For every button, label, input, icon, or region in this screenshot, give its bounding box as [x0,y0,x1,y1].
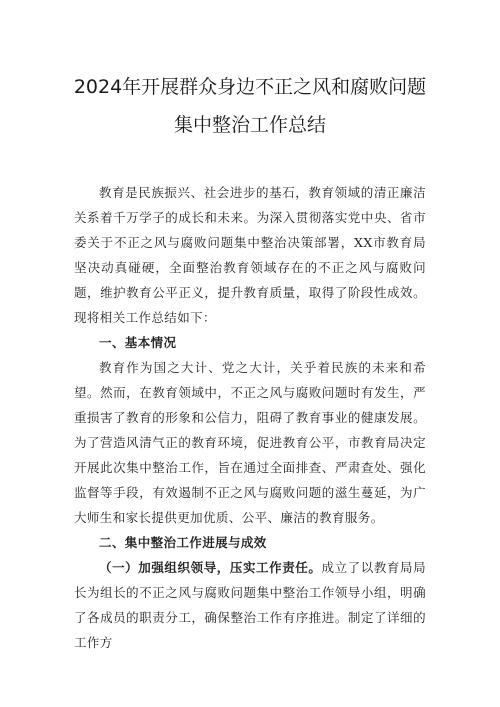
section-1-heading: 一、基本情况 [99,335,177,350]
section-2-heading: 二、集中整治工作进展与成效 [99,535,267,550]
title-line-1: 2024年开展群众身边不正之风和腐败问题 [73,76,427,98]
document-title [54,68,446,144]
title-line-2: 集中整治工作总结 [173,114,326,136]
subsection-1-body: 成立了以教育局局长为组长的不正之风与腐败问题集中整治工作领导小组，明确了各成员的职责分工，确保整治工作有序推进。制定了详细的工作方 [74,560,426,650]
section-1-paragraph: 教育作为国之大计、党之大计，关乎着民族的未来和希望。然而，在教育领域中，不正之风与腐败问题时有发生，严重损害了教育的形象和公信力，阻碍了教育事业的健康发展。为了营造风清气正的教育环境，促进教育公平，市教育局决定开展此次集中整治工作，旨在通过全面排查、严肃查处、强化监督等手段，有效遏制不正之风与腐败问题的滋生蔓延，为广大师生和家长提供更加优质、公平、廉洁的教育服务。 [74,360,426,525]
intro-paragraph: 教育是民族振兴、社会进步的基石，教育领域的清正廉洁关系着千万学子的成长和未来。为深入贯彻落实党中央、省市委关于不正之风与腐败问题集中整治决策部署，XX市教育局坚决动真碰硬，全面整治教育领域存在的不正之风与腐败问题，维护教育公平正义，提升教育质量，取得了阶段性成效。现将相关工作总结如下： [74,185,426,325]
subsection-1-paragraph [74,555,426,655]
document-body [74,180,426,655]
subsection-1-lead: （一）加强组织领导，压实工作责任。 [99,560,322,575]
